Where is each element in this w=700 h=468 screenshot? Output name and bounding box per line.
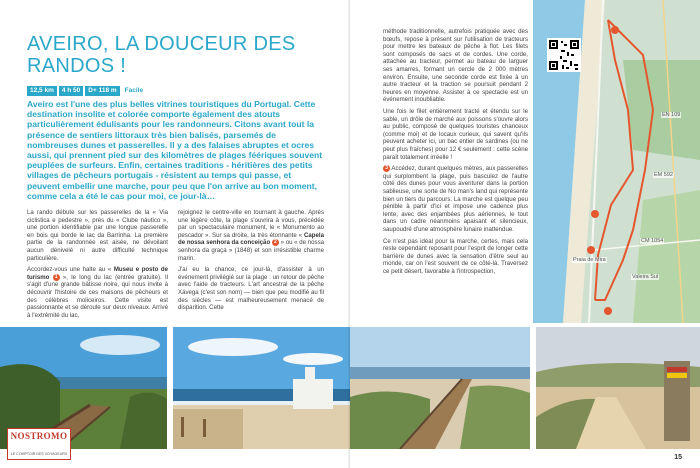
map-road-label: CM 1054: [641, 238, 664, 244]
photo-sandy-trail: [536, 327, 700, 449]
paragraph: 3 Accédez, durant quelques mètres, aux passerelles qui surplombent la plage, puis basculez de l'autre côté des dunes pour vous aventurer dans la portion sablieuse, une sorte de No man's land qui représente bien un tiers du parcours. La marche est quelque peu pénible à partir d'ici et impose une cadence plus lente, avec des enjambées plus aériennes, le tout dans un cadre néanmoins apaisant et silencieux, saupoudré d'une atmosphère lunaire inattendue.: [383, 165, 528, 233]
article-title: AVEIRO, LA DOUCEUR DES RANDOS !: [27, 33, 296, 77]
paragraph: J'ai eu la chance, ce jour-là, d'assister à un événement privilégié sur la plage : un retour de pêche avec l'aide de tracteurs. L'art ancestral de la pêche Xávega (c'est son nom) — bien que peu modifié au fil des siècles — est malheureusement menacé de disparition. Cette: [178, 266, 324, 312]
right-page: [350, 0, 700, 468]
paragraph: méthode traditionnelle, autrefois pratiquée avec des bœufs, repose à présent sur l'utilisation de tracteurs pour mettre les bateaux de pêche à flot. Les filets sont composés de sacs et de cordes. Une corde, attachée au tracteur, permet au bateau de larguer ses amarres, formant un cercle de 2 000 mètres environ. Ensuite, une seconde corde est fixée à un autre tracteur et la traction se poursuit pendant 2 heures en moyenne. Assister à ce spectacle est un événement inoubliable.: [383, 28, 528, 104]
text-column-1: [27, 209, 168, 323]
lead-paragraph: Aveiro est l'une des plus belles vitrines touristiques du Portugal. Cette destination insolite et colorée comporte également des atouts particulièrement édulisants pour les randonneurs. Citons avant tout la présence de sentiers littoraux très bien balisés, parsemés de nombreuses dunes et passerelles. Il y a des falaises abruptes et ocres aussi, qui prennent pied sur des kilomètres de plages féériques souvent peuplées de surfeurs. Enfin, certaines traditions - héritières des petits villages de pêcheurs portugais - résistent au temps qui passe, et peuvent embellir une marche, pour peu que l'on arrive au bon moment, comme cela a été le cas pour moi, ce jour-là…: [27, 99, 323, 201]
marker-3-icon: 3: [383, 165, 390, 172]
paragraph: Accordez-vous une halte au « Museu e posto de turismo 1 », le long du lac (entrée gratuite). Il s'agit d'une grande bâtisse noire, qui nous invite à découvrir l'histoire de ces maisons de pêcheurs et des célèbres moliceiros. Cette visite est passionnante et se déroule sur deux niveaux. Arrivé à l'extrémité du lac,: [27, 266, 168, 319]
paragraph: Ce n'est pas idéal pour la marche, certes, mais cela reste cependant reposant pour l'esprit de longer cette barrière de dunes avec la sensation d'être seul au monde, car on l'est souvent de ce côté-là. Traversez ce petit désert, favorable à l'introspection,: [383, 237, 528, 275]
distance-badge: 12,5 km: [27, 86, 57, 96]
map-place-label: Valeira Sul: [632, 274, 659, 280]
hike-stats: [27, 86, 146, 96]
marker-1-icon: 1: [53, 274, 60, 281]
paragraph: La rando débute sur les passerelles de la « Via ciclistica e pedestre », près du « Clube náutico », une portion identifiable par une longue passerelle en bois qui borde le lac da Barrinha. La première partie de la randonnée est aisée, ne dévoilant aucun dénivelé ni autre difficulté technique particulière.: [27, 209, 168, 262]
logo-name: NOSTROMO: [10, 431, 68, 441]
elevation-badge: D+ 118 m: [85, 86, 119, 96]
photo-dune-boardwalk: [350, 327, 530, 449]
difficulty-label: Facile: [122, 86, 146, 96]
logo-tagline: LE COMPTOIR DES VOYAGEURS: [10, 452, 68, 456]
qr-code-icon[interactable]: [547, 38, 581, 72]
text-column-3: [383, 28, 528, 280]
map-road-label: EM 592: [654, 172, 673, 178]
paragraph: Une fois le filet entièrement tracté et étendu sur le sable, un drôle de marché aux poissons s'ouvre alors au public, composé de quelques touristes chanceux (comme moi) et de locaux curieux, qui savent qu'ils peuvent acheter ici, un bac entier de sardines (ou ne peut plus fraîches) pour 12 € seulement : cette scène paraît totalement irréelle !: [383, 107, 528, 161]
publisher-logo: [7, 428, 71, 460]
photo-beach-chapel: [173, 327, 350, 449]
map-road-label: EN 109: [662, 112, 681, 118]
map-town-label: Praia de Mira: [573, 257, 606, 263]
route-map: [533, 0, 700, 323]
marker-2-icon: 2: [272, 239, 279, 246]
duration-badge: 4 h 50: [59, 86, 83, 96]
text-column-2: [178, 209, 324, 316]
paragraph: rejoignez le centre-ville en tournant à gauche. Après une légère côte, la plage s'ouvrira à vous, précédée par un spectaculaire monument, le « Monumento ao pescador ». Sur sa droite, la très étonnante « Capela de nossa senhora da conceição 2 » ou « de nossa senhora da graça » (1848) et son irrésistible charme marin.: [178, 209, 325, 262]
page-number: 15: [674, 454, 682, 461]
